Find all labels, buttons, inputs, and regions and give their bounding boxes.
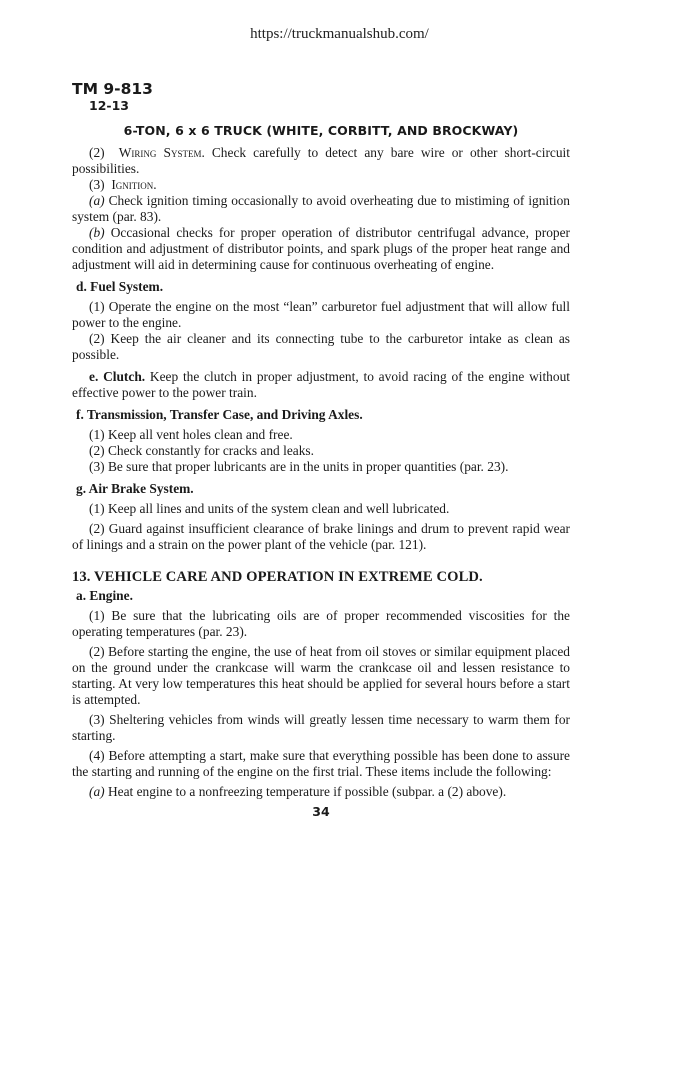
paragraph-engine-2: (2) Before starting the engine, the use of heat from oil stoves or similar equipment placed on the ground under the crankcase will warm the crankcase oil and lessen resistance to starting. At very low temperatures this heat should be applied for several hours before a start is attempted.	[72, 644, 570, 707]
paragraph-clutch	[72, 369, 570, 401]
item-label: Wiring System.	[118, 145, 205, 160]
page-number: 34	[312, 804, 330, 819]
subheading-air-brake: g. Air Brake System.	[76, 481, 194, 496]
paragraph-engine-4: (4) Before attempting a start, make sure that everything possible has been done to assure the starting and running of the engine on the first trial. These items include the following:	[72, 748, 570, 779]
paragraph-engine-3: (3) Sheltering vehicles from winds will greatly lessen time necessary to warm them for starting.	[72, 712, 570, 743]
paragraph-ignition-b	[72, 225, 570, 273]
paragraph-air-brake-2: (2) Guard against insufficient clearance of brake linings and drum to prevent rapid wear of linings and a strain on the power plant of the vehicle (par. 121).	[72, 521, 570, 552]
paragraph-ignition-a	[72, 193, 570, 225]
item-text: Check carefully to detect any bare wire or other short-circuit possibilities.	[72, 145, 570, 176]
section-heading-13: 13. VEHICLE CARE AND OPERATION IN EXTREME COLD.	[72, 569, 483, 585]
running-title: 6-TON, 6 x 6 TRUCK (WHITE, CORBITT, AND BROCKWAY)	[123, 123, 519, 138]
item-number: (3)	[89, 177, 105, 192]
subheading-clutch: e. Clutch.	[89, 369, 146, 384]
paragraph-engine-4a	[72, 784, 570, 800]
paragraph-fuel-2: (2) Keep the air cleaner and its connecting tube to the carburetor intake as clean as possible.	[72, 331, 570, 362]
paragraph-fuel-1: (1) Operate the engine on the most “lean” carburetor fuel adjustment that will allow full power to the engine.	[72, 299, 570, 330]
manual-number: TM 9-813	[72, 80, 153, 98]
paragraph-engine-1: (1) Be sure that the lubricating oils are of proper recommended viscosities for the operating temperatures (par. 23).	[72, 608, 570, 639]
paragraph-transmission-2: (2) Check constantly for cracks and leaks.	[89, 443, 314, 458]
subheading-engine: a. Engine.	[76, 588, 133, 603]
manual-page	[72, 80, 570, 820]
item-text: Check ignition timing occasionally to avoid overheating due to mistiming of ignition system (par. 83).	[72, 193, 570, 224]
paragraph-transmission-1: (1) Keep all vent holes clean and free.	[89, 427, 293, 442]
item-number: (2)	[89, 145, 105, 160]
paragraph-air-brake-1: (1) Keep all lines and units of the system clean and well lubricated.	[89, 501, 450, 516]
section-numbers: 12-13	[89, 98, 129, 113]
paragraph-wiring-system	[72, 145, 570, 177]
source-url: https://truckmanualshub.com/	[250, 26, 429, 42]
item-text: Heat engine to a nonfreezing temperature if possible (subpar. a (2) above).	[104, 784, 507, 799]
paragraph-ignition	[72, 177, 570, 193]
item-number: (b)	[89, 225, 105, 240]
item-text: Keep the clutch in proper adjustment, to avoid racing of the engine without effective power to the power train.	[72, 369, 570, 400]
item-number: (a)	[89, 193, 105, 208]
item-label: Ignition.	[111, 177, 157, 192]
subheading-transmission: f. Transmission, Transfer Case, and Driving Axles.	[76, 407, 363, 422]
item-text: Occasional checks for proper operation of distributor centrifugal advance, proper condition and adjustment of distributor points, and spark plugs of the proper heat range and adjustment will aid in determining cause for continuous overheating of engine.	[72, 225, 570, 272]
item-number: (a)	[89, 784, 105, 799]
paragraph-transmission-3: (3) Be sure that proper lubricants are in the units in proper quantities (par. 23).	[89, 459, 509, 474]
subheading-fuel-system: d. Fuel System.	[76, 279, 164, 294]
